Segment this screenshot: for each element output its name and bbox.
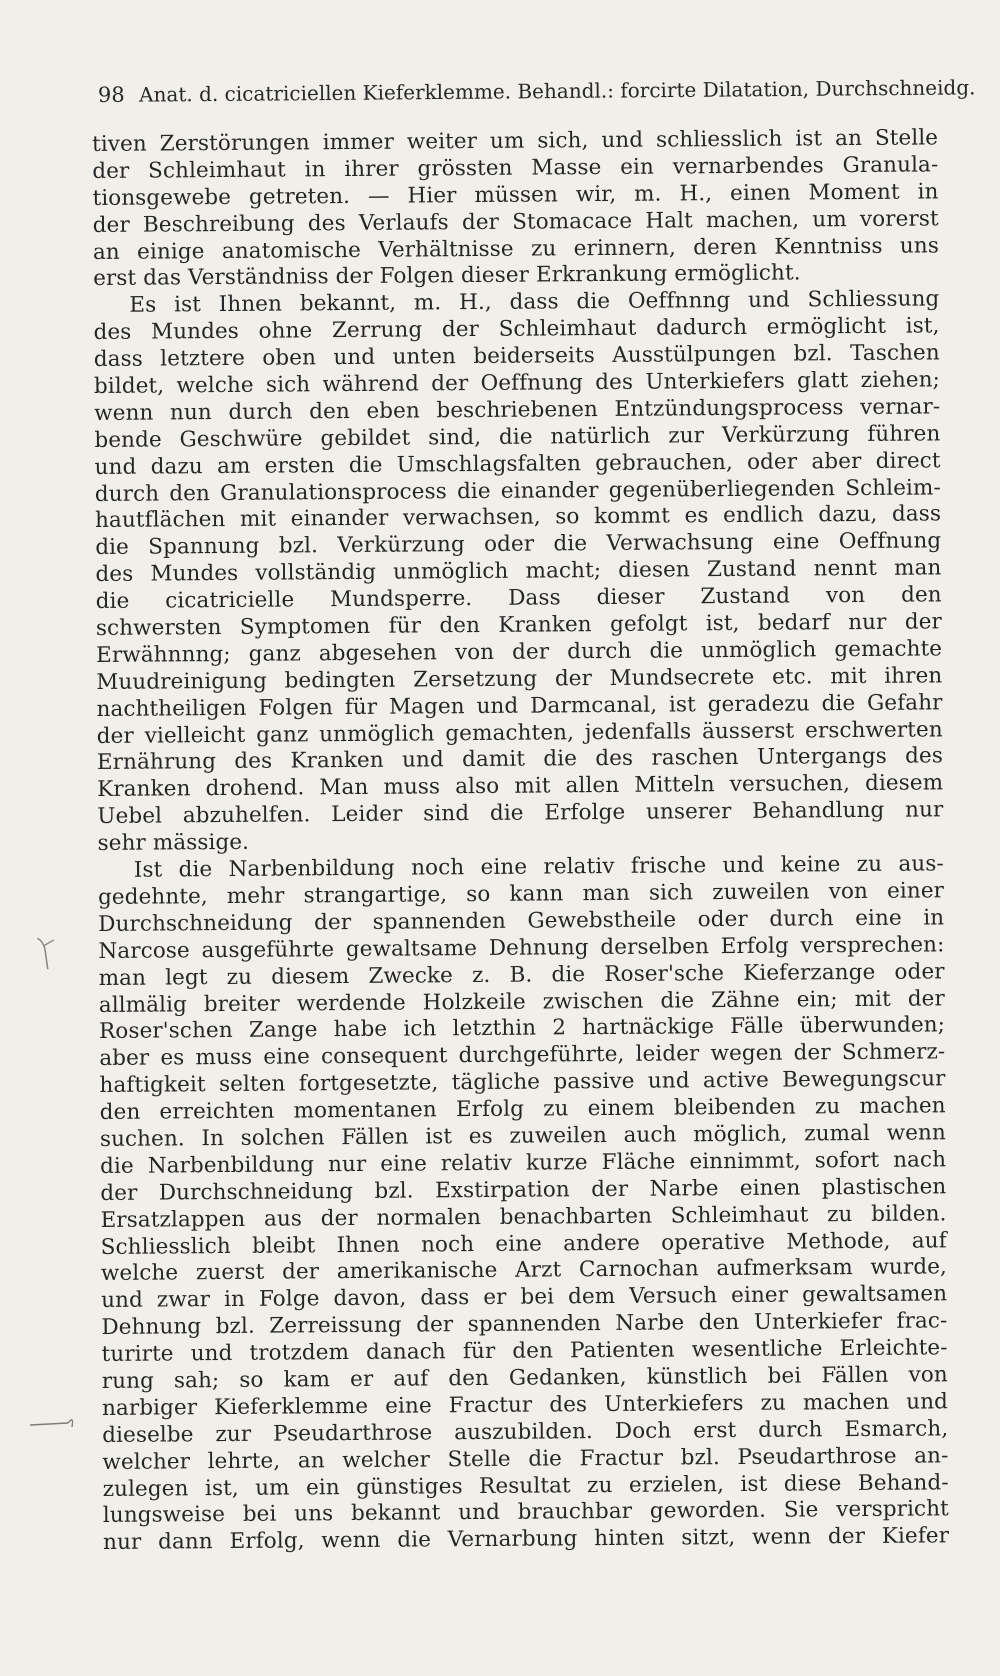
text-line: der Durchschneidung bzl. Exstirpation der Narbe einen plastischen bbox=[100, 1174, 947, 1206]
text-line: narbiger Kieferklemme eine Fractur des Unterkiefers zu machen und bbox=[101, 1389, 949, 1421]
text-line: lungsweise bei uns bekannt und brauchbar geworden. Sie verspricht bbox=[102, 1496, 949, 1529]
text-line: und dazu am ersten die Umschlagsfalten gebrauchen, oder aber direct bbox=[94, 448, 941, 480]
text-line: an einige anatomische Verhältnisse zu erinnern, deren Kenntniss uns bbox=[92, 232, 940, 265]
text-line: suchen. In solchen Fällen ist es zuweilen auch möglich, zumal wenn bbox=[99, 1120, 946, 1152]
text-line: rung sah; so kam er auf den Gedanken, künstlich bei Fällen von bbox=[101, 1362, 948, 1394]
text-line: tiven Zerstörungen immer weiter um sich, und schliesslich ist an Stelle bbox=[92, 125, 939, 157]
margin-pencil-arrow bbox=[28, 1410, 78, 1440]
text-line: des Mundes vollständig unmöglich macht; diesen Zustand nennt man bbox=[95, 555, 942, 588]
text-line: und zwar in Folge davon, dass er bei dem Versuch einer gewaltsamen bbox=[101, 1281, 948, 1314]
text-line: haftigkeit selten fortgesetzte, tägliche passive und active Bewegungscur bbox=[99, 1066, 946, 1099]
margin-pencil-mark bbox=[33, 934, 63, 980]
text-line: zulegen ist, um ein günstiges Resultat zu erzielen, ist diese Behand- bbox=[102, 1469, 949, 1502]
text-line: durch den Granulationsprocess die einander gegenüberliegenden Schleim- bbox=[94, 474, 941, 507]
text-line: der Schleimhaut in ihrer grössten Masse ein vernarbendes Granula- bbox=[92, 152, 939, 184]
text-line: Dehnung bzl. Zerreissung der spannenden Narbe den Unterkiefer frac- bbox=[101, 1308, 948, 1341]
text-line: Muudreinigung bedingten Zersetzung der Mundsecrete etc. mit ihren bbox=[96, 663, 943, 695]
pencil-arrow-icon bbox=[28, 1411, 78, 1433]
text-line: die cicatricielle Mundsperre. Dass dieser Zustand von den bbox=[95, 582, 942, 615]
body-text bbox=[92, 125, 949, 1557]
text-line: die Spannung bzl. Verkürzung oder die Verwachsung eine Oeffnung bbox=[95, 528, 942, 561]
text-line: Ersatzlappen aus der normalen benachbarten Schleimhaut zu bilden. bbox=[100, 1200, 947, 1233]
text-line: nachtheiligen Folgen für Magen und Darmcanal, ist geradezu die Gefahr bbox=[96, 690, 943, 722]
text-line: erst das Verständniss der Folgen dieser Erkrankung ermöglicht. bbox=[93, 260, 801, 292]
text-line: welcher lehrte, an welcher Stelle die Fractur bzl. Pseudarthrose an- bbox=[102, 1442, 949, 1475]
text-line: dieselbe zur Pseudarthrose auszubilden. Doch erst durch Esmarch, bbox=[102, 1416, 949, 1448]
page-number: 98 bbox=[97, 82, 125, 107]
text-line: der Beschreibung des Verlaufs der Stomacace Halt machen, um vorerst bbox=[92, 206, 939, 238]
text-line: allmälig breiter werdende Holzkeile zwischen die Zähne ein; mit der bbox=[98, 985, 945, 1018]
text-line: Uebel abzuhelfen. Leider sind die Erfolge unserer Behandlung nur bbox=[97, 797, 944, 830]
pencil-bracket-icon bbox=[33, 934, 62, 973]
text-line: die Narbenbildung nur eine relativ kurze Fläche einnimmt, sofort nach bbox=[100, 1147, 947, 1179]
text-line: Roser'schen Zange habe ich letzthin 2 hartnäckige Fälle überwunden; bbox=[98, 1012, 946, 1045]
text-line: turirte und trotzdem danach für den Patienten wesentliche Erleichte- bbox=[101, 1335, 948, 1368]
text-line: bildet, welche sich während der Oeffnung des Unterkiefers glatt ziehen; bbox=[93, 367, 941, 400]
text-line: Ernährung des Kranken und damit die des raschen Untergangs des bbox=[96, 743, 944, 776]
text-line: aber es muss eine consequent durchgeführte, leider wegen der Schmerz- bbox=[99, 1039, 946, 1072]
text-line: wenn nun durch den eben beschriebenen Entzündungsprocess vernar- bbox=[94, 394, 941, 426]
text-line: Durchschneidung der spannenden Gewebstheile oder durch eine in bbox=[98, 905, 945, 937]
text-line: dass letztere oben und unten beiderseits Ausstülpungen bzl. Taschen bbox=[93, 340, 940, 373]
running-header bbox=[97, 71, 976, 112]
text-line: Kranken drohend. Man muss also mit allen Mitteln versuchen, diesem bbox=[97, 770, 944, 803]
text-line: der vielleicht ganz unmöglich gemachten, jedenfalls äusserst erschwerten bbox=[96, 716, 943, 749]
text-line: Es ist Ihnen bekannt, m. H., dass die Oeffnnng und Schliessung bbox=[129, 286, 940, 319]
text-line: schwersten Symptomen für den Kranken gefolgt ist, bedarf nur der bbox=[95, 609, 942, 642]
text-line: sehr mässige. bbox=[97, 829, 250, 857]
text-line: Ist die Narbenbildung noch eine relativ frische und keine zu aus- bbox=[133, 851, 944, 883]
text-line: des Mundes ohne Zerrung der Schleimhaut dadurch ermöglicht ist, bbox=[93, 313, 940, 346]
text-line: gedehnte, mehr strangartige, so kann man sich zuweilen von einer bbox=[97, 878, 945, 910]
text-line: man legt zu diesem Zwecke z. B. die Roser'sche Kieferzange oder bbox=[98, 958, 945, 991]
text-line: Schliesslich bleibt Ihnen noch eine andere operative Methode, auf bbox=[100, 1227, 947, 1260]
text-line: welche zuerst der amerikanische Arzt Carnochan aufmerksam wurde, bbox=[100, 1254, 948, 1287]
running-title: Anat. d. cicatriciellen Kieferklemme. Behandl.: forcirte Dilatation, Durchschneidg. bbox=[138, 75, 976, 107]
text-line: bende Geschwüre gebildet sind, die natürlich zur Verkürzung führen bbox=[94, 421, 941, 453]
text-line: den erreichten momentanen Erfolg zu einem bleibenden zu machen bbox=[99, 1093, 946, 1126]
text-line: Erwähnnng; ganz abgesehen von der durch die unmöglich gemachte bbox=[96, 636, 943, 668]
text-line: hautflächen mit einander verwachsen, so kommt es endlich dazu, dass bbox=[94, 501, 942, 534]
text-line: Narcose ausgeführte gewaltsame Dehnung derselben Erfolg versprechen: bbox=[98, 932, 945, 964]
text-line: tionsgewebe getreten. — Hier müssen wir, m. H., einen Moment in bbox=[92, 179, 939, 211]
text-line: nur dann Erfolg, wenn die Vernarbung hinten sitzt, wenn der Kiefer bbox=[102, 1523, 950, 1556]
